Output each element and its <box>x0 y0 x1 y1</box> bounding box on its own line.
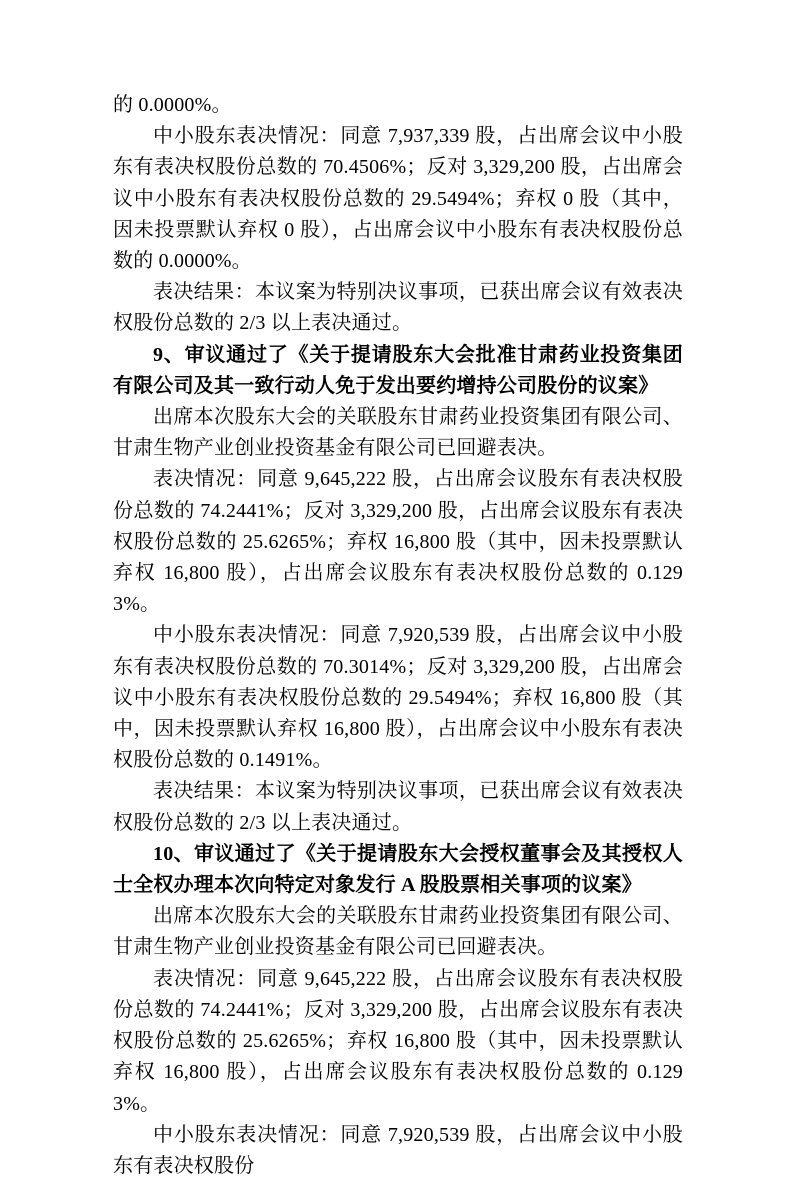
paragraph-item9-recusal-statement: 出席本次股东大会的关联股东甘肃药业投资集团有限公司、甘肃生物产业创业投资基金有限公司已回避表决。 <box>113 406 683 460</box>
paragraph-item9-vote-detail: 表决情况：同意 9,645,222 股，占出席会议股东有表决权股份总数的 74.2441%；反对 3,329,200 股，占出席会议股东有表决权股份总数的 25.6265%；弃权 16,800 股（其中，因未投票默认弃权 16,800 股），占出席会议股东有表决权股份总数的 0.1293%。 <box>113 468 683 616</box>
document-content <box>113 90 683 1182</box>
paragraph-item10-vote-detail: 表决情况：同意 9,645,222 股，占出席会议股东有表决权股份总数的 74.2441%；反对 3,329,200 股，占出席会议股东有表决权股份总数的 25.6265%；弃权 16,800 股（其中，因未投票默认弃权 16,800 股），占出席会议股东有表决权股份总数的 0.1293%。 <box>113 967 683 1115</box>
heading-proposal-9: 9、审议通过了《关于提请股东大会批准甘肃药业投资集团有限公司及其一致行动人免于发出要约增持公司股份的议案》 <box>113 343 683 397</box>
paragraph-item8-vote-result: 表决结果：本议案为特别决议事项，已获出席会议有效表决权股份总数的 2/3 以上表决通过。 <box>113 281 683 335</box>
paragraph-item10-minority-vote-detail-cutoff: 中小股东表决情况：同意 7,920,539 股，占出席会议中小股东有表决权股份 <box>113 1123 683 1177</box>
heading-proposal-10: 10、审议通过了《关于提请股东大会授权董事会及其授权人士全权办理本次向特定对象发行 A 股股票相关事项的议案》 <box>113 842 683 897</box>
paragraph-item9-minority-vote-detail: 中小股东表决情况：同意 7,920,539 股，占出席会议中小股东有表决权股份总数的 70.3014%；反对 3,329,200 股，占出席会议中小股东有表决权股份总数的 29.5494%；弃权 16,800 股（其中，因未投票默认弃权 16,800 股），占出席会议中小股东有表决权股份总数的 0.1491%。 <box>113 624 683 772</box>
paragraph-carryover-percentage: 的 0.0000%。 <box>113 94 232 116</box>
paragraph-item9-vote-result: 表决结果：本议案为特别决议事项，已获出席会议有效表决权股份总数的 2/3 以上表决通过。 <box>113 780 683 834</box>
paragraph-item8-minority-vote-detail: 中小股东表决情况：同意 7,937,339 股，占出席会议中小股东有表决权股份总数的 70.4506%；反对 3,329,200 股，占出席会议中小股东有表决权股份总数的 29.5494%；弃权 0 股（其中，因未投票默认弃权 0 股），占出席会议中小股东有表决权股份总数的 0.0000%。 <box>113 125 683 273</box>
paragraph-item10-recusal-statement: 出席本次股东大会的关联股东甘肃药业投资集团有限公司、甘肃生物产业创业投资基金有限公司已回避表决。 <box>113 905 683 959</box>
